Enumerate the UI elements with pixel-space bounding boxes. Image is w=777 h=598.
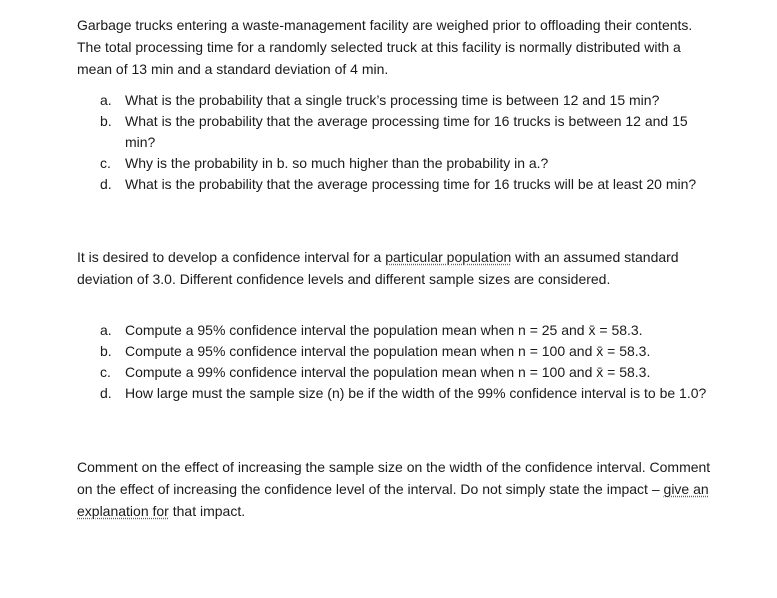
list-item-text: What is the probability that the average processing time for 16 trucks is between 12 and 15 min? — [125, 113, 688, 150]
confidence-interval-intro — [77, 246, 717, 290]
intro-text-start: It is desired to develop a confidence interval for a — [77, 249, 386, 265]
intro-text-end: with an assumed standard deviation of 3.0. Different confidence levels and different sample sizes are considered. — [77, 249, 679, 287]
garbage-truck-questions — [77, 90, 717, 195]
comment-text-start: Comment on the effect of increasing the sample size on the width of the confidence interval. Comment on the effect of increasing the confidence level of the interval. Do not simply state the impact – — [77, 459, 711, 497]
list-item-text: Compute a 95% confidence interval the population mean when n = 25 and x̄ = 58.3. — [125, 322, 643, 338]
list-item-text: What is the probability that the average processing time for 16 trucks will be at least 20 min? — [125, 176, 697, 192]
list-marker: a. — [100, 322, 112, 338]
list-item-text: How large must the sample size (n) be if the width of the 99% confidence interval is to be 1.0? — [125, 385, 707, 401]
list-marker: b. — [100, 343, 112, 359]
garbage-truck-intro-text: Garbage trucks entering a waste-management facility are weighed prior to offloading their contents. The total processing time for a randomly selected truck at this facility is normally distributed with a mean of 13 min and a standard deviation of 4 min. — [77, 17, 693, 77]
list-marker: d. — [100, 385, 112, 401]
list-item — [77, 153, 717, 174]
spellcheck-marked-text: give an explanation for — [77, 481, 709, 519]
list-item — [77, 320, 717, 341]
list-item — [77, 174, 717, 195]
list-marker: a. — [100, 92, 112, 108]
list-item-text: Compute a 95% confidence interval the population mean when n = 100 and x̄ = 58.3. — [125, 343, 651, 359]
list-marker: c. — [100, 155, 111, 171]
list-marker: b. — [100, 113, 112, 129]
spellcheck-marked-text: particular population — [385, 249, 512, 265]
list-item — [77, 111, 717, 153]
list-item — [77, 362, 717, 383]
list-marker: d. — [100, 176, 112, 192]
comment-paragraph — [77, 456, 717, 522]
list-marker: c. — [100, 364, 111, 380]
garbage-truck-intro — [77, 14, 717, 80]
confidence-interval-questions — [77, 320, 717, 404]
list-item-text: Compute a 99% confidence interval the population mean when n = 100 and x̄ = 58.3. — [125, 364, 651, 380]
list-item-text: What is the probability that a single truck’s processing time is between 12 and 15 min? — [125, 92, 660, 108]
list-item — [77, 383, 717, 404]
list-item-text: Why is the probability in b. so much higher than the probability in a.? — [125, 155, 549, 171]
list-item — [77, 341, 717, 362]
list-item — [77, 90, 717, 111]
comment-text-end: that impact. — [168, 503, 246, 519]
